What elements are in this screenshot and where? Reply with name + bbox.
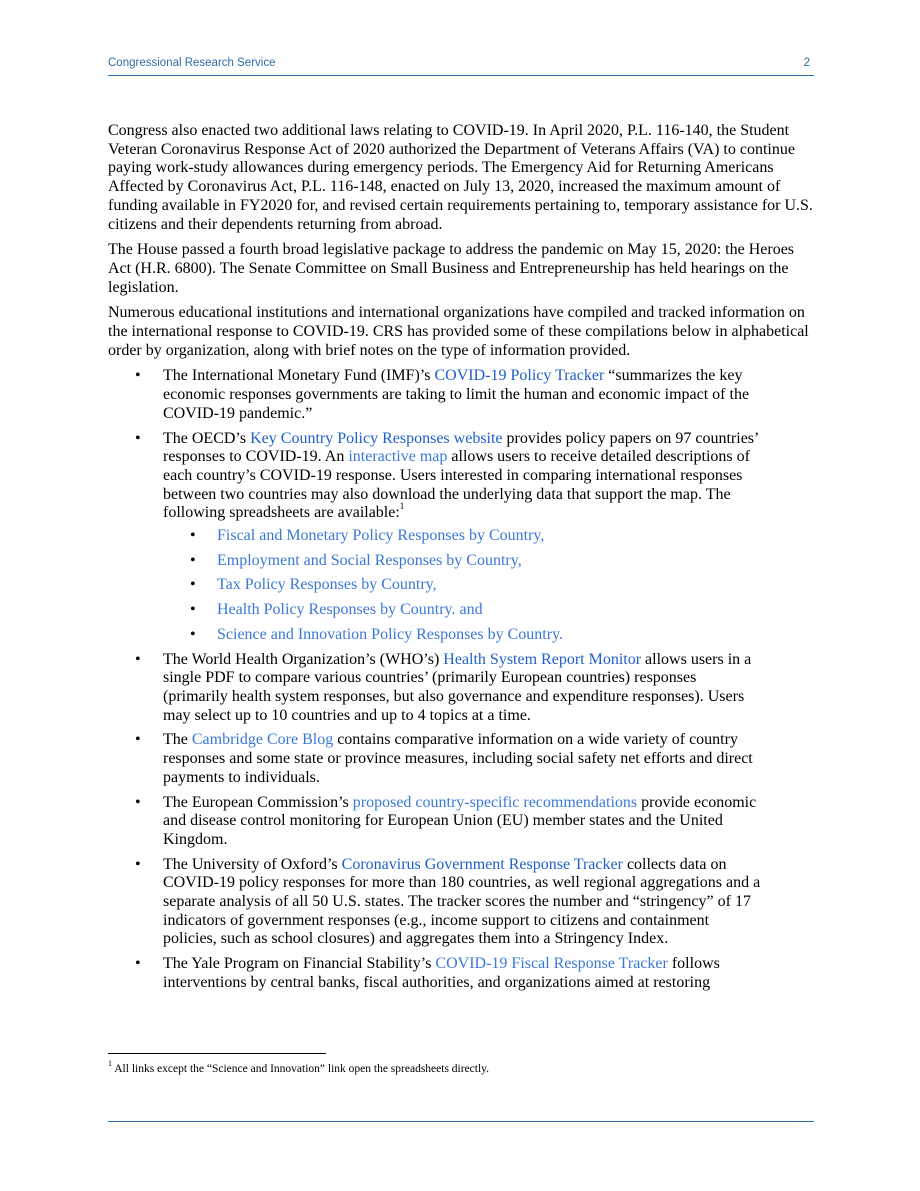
list-item: [163, 601, 764, 620]
footnote-divider: [108, 1053, 326, 1054]
list-item-oecd: [108, 430, 816, 645]
spreadsheet-link-fiscal[interactable]: Fiscal and Monetary Policy Responses by Country,: [217, 527, 545, 545]
oxford-tracker-link[interactable]: Coronavirus Government Response Tracker: [341, 855, 623, 873]
footnote-number: 1: [108, 1059, 112, 1069]
spreadsheet-link-tax[interactable]: Tax Policy Responses by Country,: [217, 576, 437, 594]
list-item: [163, 527, 764, 546]
footnote: [108, 1059, 814, 1075]
text-span: allows users in a single PDF to compare various countries’ (primarily European countries) responses (primarily health system responses, but also governance and expenditure responses). Users may select up to 10 countries and up to 4 topics at a time.: [163, 650, 752, 724]
list-item-who: [108, 651, 816, 726]
spreadsheet-link-health[interactable]: Health Policy Responses by Country. and: [217, 601, 483, 619]
page-header: [108, 57, 814, 76]
list-item-imf: [108, 367, 816, 423]
ec-recommendations-link[interactable]: proposed country-specific recommendations: [352, 793, 638, 811]
text-span: The International Monetary Fund (IMF)’s: [163, 367, 435, 385]
text-span: follows interventions by central banks, fiscal authorities, and organizations aimed at restoring: [163, 955, 720, 991]
paragraph: Congress also enacted two additional laws relating to COVID-19. In April 2020, P.L. 116-140, the Student Veteran Coronavirus Response Act of 2020 authorized the Department of Veterans Affairs (VA) to continue paying work-study allowances during emergency periods. The Emergency Aid for Returning Americans Affected by Coronavirus Act, P.L. 116-148, enacted on July 13, 2020, increased the maximum amount of funding available in FY2020 for, and revised certain requirements pertaining to, temporary assistance for U.S. citizens and their dependents returning from abroad.: [108, 122, 813, 233]
text-span: The University of Oxford’s: [163, 855, 342, 873]
who-monitor-link[interactable]: Health System Report Monitor: [443, 650, 642, 668]
list-item: [163, 626, 764, 645]
text-span: The OECD’s: [163, 429, 251, 447]
spreadsheet-list: [163, 527, 764, 645]
text-span: collects data on COVID-19 policy responses for more than 180 countries, as well regional aggregations and a separate analysis of all 50 U.S. states. The tracker scores the number and “stringency” of 17 indicators of government responses (e.g., income support to citizens and containment policies, such as school closures) and aggregates them into a Stringency Index.: [163, 855, 761, 948]
list-item-oxford: [108, 856, 816, 950]
text-span: “summarizes the key economic responses governments are taking to limit the human and economic impact of the COVID-19 pandemic.”: [163, 367, 750, 422]
oecd-website-link[interactable]: Key Country Policy Responses website: [250, 429, 503, 447]
text-span: provides policy papers on 97 countries’ responses to COVID-19. An: [163, 429, 759, 466]
yale-tracker-link[interactable]: COVID-19 Fiscal Response Tracker: [435, 955, 668, 973]
paragraph: Numerous educational institutions and international organizations have compiled and tracked information on the international response to COVID-19. CRS has provided some of these compilations below in alphabetical order by organization, along with brief notes on the type of information provided.: [108, 304, 809, 359]
list-item: [163, 576, 764, 595]
cambridge-blog-link[interactable]: Cambridge Core Blog: [191, 731, 334, 749]
text-span: The World Health Organization’s (WHO’s): [163, 650, 444, 668]
text-span: The European Commission’s: [163, 793, 353, 811]
body-text: [108, 122, 816, 999]
list-item: [163, 552, 764, 571]
paragraph: The House passed a fourth broad legislative package to address the pandemic on May 15, 2020: the Heroes Act (H.R. 6800). The Senate Committee on Small Business and Entrepreneurship has held hearings on the legislation.: [108, 241, 795, 296]
text-span: provide economic and disease control monitoring for European Union (EU) member states and the United Kingdom.: [163, 793, 757, 848]
page-number: 2: [803, 57, 810, 69]
text-span: The Yale Program on Financial Stability’s: [163, 955, 436, 973]
imf-tracker-link[interactable]: COVID-19 Policy Tracker: [434, 367, 605, 385]
list-item-cambridge: [108, 731, 816, 787]
header-org: Congressional Research Service: [108, 57, 276, 69]
spreadsheet-link-employment[interactable]: Employment and Social Responses by Country,: [217, 551, 522, 569]
text-span: contains comparative information on a wide variety of country responses and some state or province measures, including social safety net efforts and direct payments to individuals.: [163, 731, 753, 786]
list-item-yale: [108, 955, 816, 992]
resource-list: [108, 367, 816, 992]
oecd-map-link[interactable]: interactive map: [348, 448, 448, 466]
spreadsheet-link-science[interactable]: Science and Innovation Policy Responses by Country.: [217, 625, 564, 643]
footnote-ref[interactable]: 1: [399, 501, 405, 512]
footer-divider: [108, 1121, 814, 1122]
text-span: allows users to receive detailed descriptions of each country’s COVID-19 response. Users interested in comparing international responses between two countries may also download the underlying data that support the map. The following spreadsheets are available:: [163, 448, 750, 522]
footnote-text: All links except the “Science and Innovation” link open the spreadsheets directly.: [114, 1063, 490, 1075]
list-item-ec: [108, 794, 816, 850]
text-span: The: [163, 731, 192, 749]
